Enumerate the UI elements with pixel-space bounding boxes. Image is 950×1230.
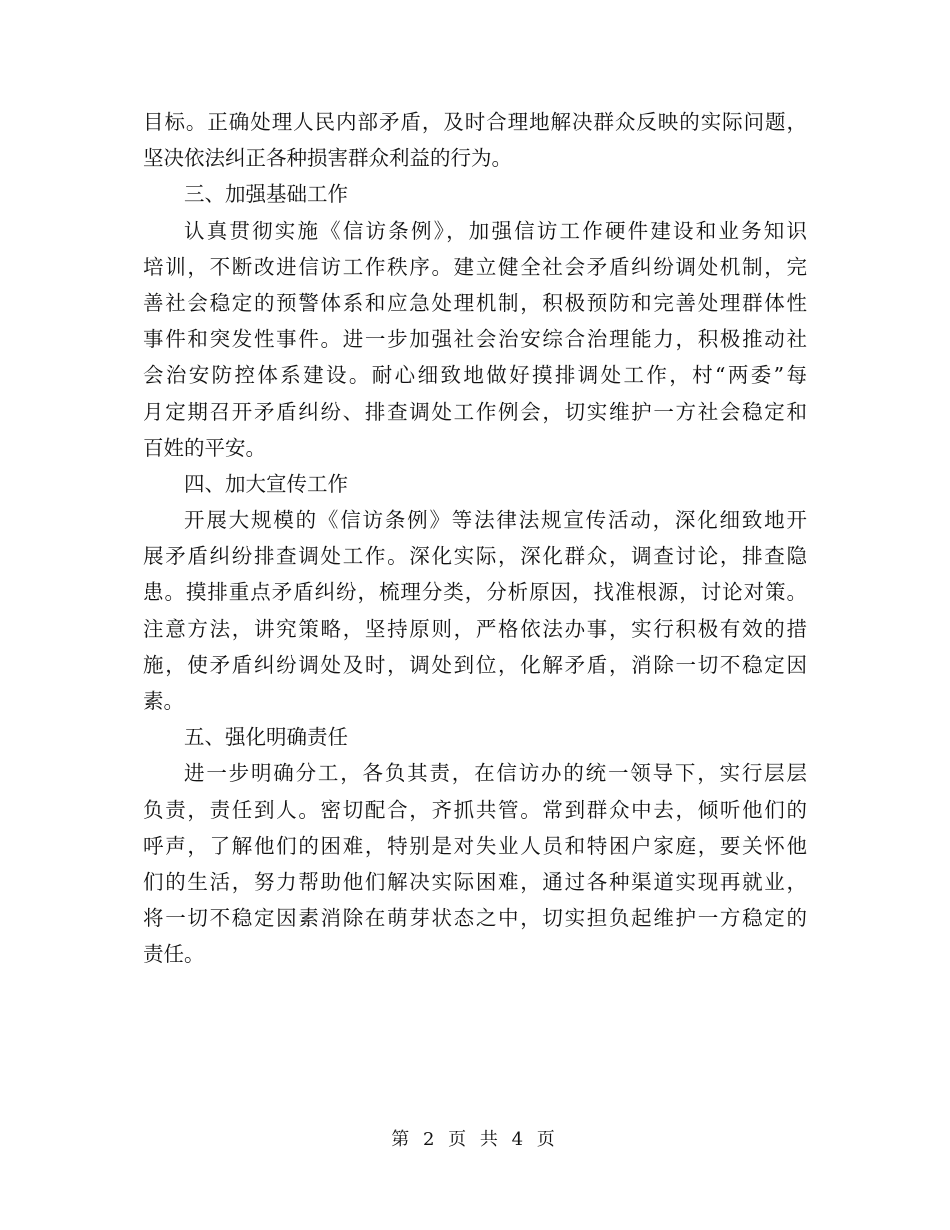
section-heading: 四、加大宣传工作	[184, 471, 348, 496]
text-line: 事件和突发性事件。进一步加强社会治安综合治理能力，积极推动社	[143, 327, 807, 352]
paragraph	[143, 104, 807, 176]
text-line: 施，使矛盾纠纷调处及时，调处到位，化解矛盾，消除一切不稳定因	[143, 652, 807, 677]
text-line: 善社会稳定的预警体系和应急处理机制，积极预防和完善处理群体性	[143, 290, 807, 315]
page-number-footer: 第 2 页 共 4 页	[391, 1129, 559, 1150]
text-line: 百姓的平安。	[143, 435, 266, 460]
text-line: 培训，不断改进信访工作秩序。建立健全社会矛盾纠纷调处机制，完	[143, 254, 807, 279]
text-line: 呼声，了解他们的困难，特别是对失业人员和特困户家庭，要关怀他	[143, 833, 807, 858]
text-line: 将一切不稳定因素消除在萌芽状态之中，切实担负起维护一方稳定的	[143, 906, 807, 931]
text-line: 认真贯彻实施《信访条例》，加强信访工作硬件建设和业务知识	[184, 218, 807, 243]
text-line: 们的生活，努力帮助他们解决实际困难，通过各种渠道实现再就业，	[143, 869, 807, 894]
section-heading: 三、加强基础工作	[184, 182, 348, 207]
text-line: 素。	[143, 689, 184, 713]
paragraph	[143, 213, 807, 466]
section-heading: 五、强化明确责任	[184, 725, 348, 750]
text-line: 开展大规模的《信访条例》等法律法规宣传活动，深化细致地开	[184, 508, 807, 533]
text-line: 会治安防控体系建设。耐心细致地做好摸排调处工作，村“两委”每	[143, 363, 807, 388]
text-line: 患。摸排重点矛盾纠纷，梳理分类，分析原因，找准根源，讨论对策。	[143, 580, 807, 605]
paragraph	[143, 755, 807, 972]
text-line: 目标。正确处理人民内部矛盾，及时合理地解决群众反映的实际问题，	[143, 110, 807, 134]
text-line: 坚决依法纠正各种损害群众利益的行为。	[143, 146, 512, 171]
paragraph	[143, 502, 807, 719]
text-line: 责任。	[143, 942, 205, 967]
text-line: 进一步明确分工，各负其责，在信访办的统一领导下，实行层层	[184, 761, 807, 786]
text-line: 月定期召开矛盾纠纷、排查调处工作例会，切实维护一方社会稳定和	[143, 399, 807, 424]
document-body	[143, 104, 807, 973]
text-line: 注意方法，讲究策略，坚持原则，严格依法办事，实行积极有效的措	[143, 616, 807, 641]
text-line: 展矛盾纠纷排查调处工作。深化实际，深化群众，调查讨论，排查隐	[143, 544, 807, 569]
text-line: 负责，责任到人。密切配合，齐抓共管。常到群众中去，倾听他们的	[143, 797, 807, 822]
